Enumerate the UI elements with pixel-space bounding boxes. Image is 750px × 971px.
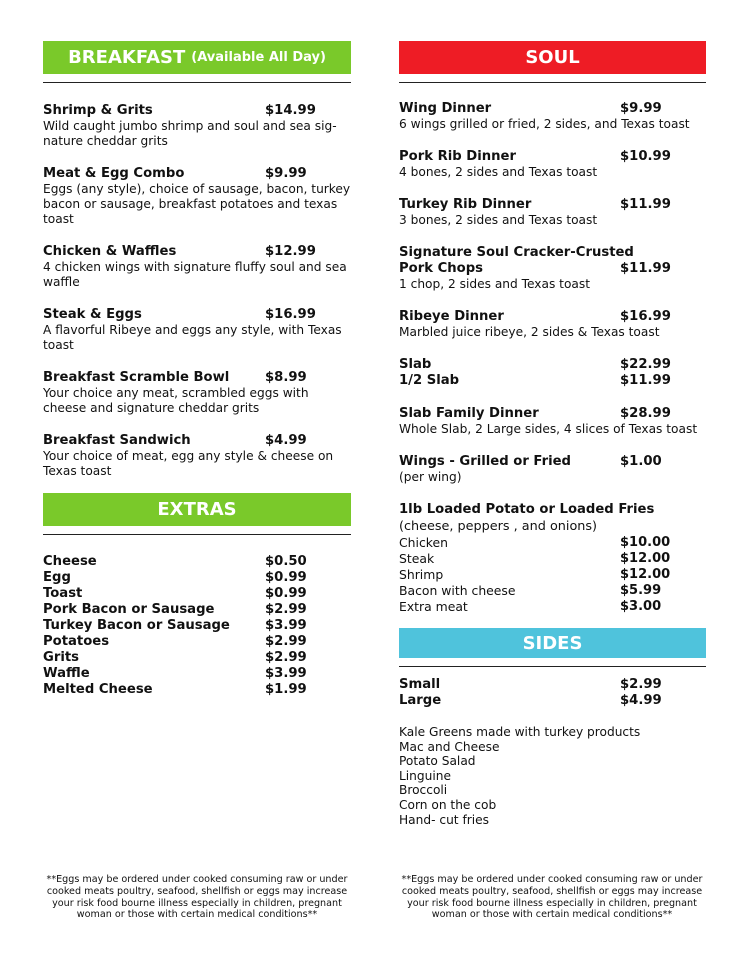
item-desc: Marbled juice ribeye, 2 sides & Texas toast — [399, 325, 660, 339]
item-price: $14.99 — [265, 103, 316, 118]
side-size-row — [399, 693, 706, 709]
item-price: $12.99 — [265, 244, 316, 259]
item-price-half: $11.99 — [620, 373, 671, 388]
extra-price: $2.99 — [265, 602, 307, 617]
extra-row — [43, 570, 351, 586]
extra-name: Toast — [43, 586, 83, 601]
item-name: Turkey Rib Dinner — [399, 197, 532, 212]
menu-item — [399, 101, 706, 132]
extra-name: Cheese — [43, 554, 97, 569]
item-name: Shrimp & Grits — [43, 103, 153, 118]
footnote-line: **Eggs may be ordered under cooked consuming raw or under — [401, 874, 703, 885]
extra-row — [43, 650, 351, 666]
menu-item — [399, 454, 706, 485]
breakfast-list — [43, 103, 351, 479]
footnote-line: your risk food bourne illness especially in children, pregnant — [407, 897, 697, 909]
menu-item — [399, 245, 706, 292]
item-name: Slab — [399, 357, 432, 372]
item-name: Steak & Eggs — [43, 307, 142, 322]
size-price: $4.99 — [620, 693, 662, 708]
footnote-line: **Eggs may be ordered under cooked consuming raw or under — [46, 874, 348, 885]
item-price: $9.99 — [265, 166, 307, 181]
side-item: Broccoli — [399, 783, 448, 798]
loaded-option — [399, 535, 706, 551]
extra-name: Grits — [43, 650, 80, 665]
soul-banner — [399, 41, 706, 74]
option-name: Extra meat — [399, 599, 468, 614]
extra-price: $2.99 — [265, 634, 307, 649]
breakfast-banner — [43, 41, 351, 74]
sides-list — [399, 725, 706, 827]
item-price: $16.99 — [620, 309, 671, 324]
extra-price: $3.99 — [265, 618, 307, 633]
menu-item — [43, 370, 351, 416]
item-name: Wings - Grilled or Fried — [399, 454, 571, 469]
loaded-note: (cheese, peppers , and onions) — [399, 519, 598, 534]
item-desc: 4 bones, 2 sides and Texas toast — [399, 165, 598, 179]
breakfast-subtitle: (Available All Day) — [191, 50, 326, 65]
option-name: Shrimp — [399, 567, 444, 582]
extras-rule — [43, 534, 351, 535]
extra-row — [43, 554, 351, 570]
extra-name: Waffle — [43, 666, 90, 681]
menu-item — [399, 357, 706, 389]
sides-rule — [399, 666, 706, 667]
extra-name: Potatoes — [43, 634, 110, 649]
item-name-half: 1/2 Slab — [399, 373, 460, 388]
item-desc: Your choice of meat, egg any style & cheese on Texas toast — [43, 449, 334, 478]
extra-price: $0.99 — [265, 586, 307, 601]
extra-price: $1.99 — [265, 682, 307, 697]
item-name: Signature Soul Cracker-Crusted — [399, 245, 634, 260]
soul-title: SOUL — [525, 47, 580, 68]
item-name: Chicken & Waffles — [43, 244, 177, 259]
item-price: $11.99 — [620, 197, 671, 212]
extras-title: EXTRAS — [157, 499, 237, 520]
extra-row — [43, 666, 351, 682]
breakfast-title: BREAKFAST — [68, 47, 186, 68]
extra-price: $3.99 — [265, 666, 307, 681]
option-price: $3.00 — [620, 599, 662, 614]
item-desc: (per wing) — [399, 470, 462, 484]
extras-list — [43, 554, 351, 698]
extra-row — [43, 682, 351, 698]
item-desc: 4 chicken wings with signature fluffy soul and sea waffle — [43, 260, 347, 289]
extra-row — [43, 586, 351, 602]
loaded-item — [399, 502, 706, 615]
breakfast-rule — [43, 82, 351, 83]
item-price: $9.99 — [620, 101, 662, 116]
extra-name: Egg — [43, 570, 71, 585]
footnote-left — [43, 874, 351, 921]
menu-item — [43, 103, 351, 149]
soul-list — [399, 101, 706, 615]
loaded-name: 1lb Loaded Potato or Loaded Fries — [399, 502, 655, 517]
side-item: Corn on the cob — [399, 797, 497, 812]
item-desc: Eggs (any style), choice of sausage, bacon, turkey bacon or sausage, breakfast potatoes and texas toast — [43, 182, 351, 226]
side-item: Mac and Cheese — [399, 739, 500, 754]
option-name: Steak — [399, 551, 435, 566]
extra-name: Melted Cheese — [43, 682, 153, 697]
menu-item — [43, 433, 351, 479]
menu-item — [399, 197, 706, 228]
size-name: Small — [399, 677, 441, 692]
option-price: $5.99 — [620, 583, 662, 598]
soul-rule — [399, 82, 706, 83]
size-name: Large — [399, 693, 442, 708]
menu-item — [43, 244, 351, 290]
loaded-option — [399, 567, 706, 583]
menu-item — [399, 406, 706, 437]
footnote-line: cooked meats poultry, seafood, shellfish or eggs may increase — [46, 885, 348, 897]
extra-row — [43, 602, 351, 618]
side-item: Potato Salad — [399, 754, 476, 769]
item-price: $28.99 — [620, 406, 671, 421]
size-price: $2.99 — [620, 677, 662, 692]
menu-item — [399, 149, 706, 180]
footnote-line: cooked meats poultry, seafood, shellfish or eggs may increase — [401, 885, 703, 897]
extra-name: Pork Bacon or Sausage — [43, 602, 215, 617]
item-price: $1.00 — [620, 454, 662, 469]
item-desc: 3 bones, 2 sides and Texas toast — [399, 213, 598, 227]
extra-price: $0.99 — [265, 570, 307, 585]
extras-banner — [43, 493, 351, 526]
menu-item — [399, 309, 706, 340]
item-price: $10.99 — [620, 149, 671, 164]
sides-banner — [399, 628, 706, 658]
footnote-line: woman or those with certain medical conditions** — [76, 909, 318, 921]
item-name-line2: Pork Chops — [399, 261, 484, 276]
option-name: Chicken — [399, 535, 448, 550]
footnote-line: woman or those with certain medical conditions** — [431, 909, 673, 921]
loaded-option — [399, 583, 706, 599]
menu-item — [43, 166, 351, 227]
side-item: Linguine — [399, 768, 451, 783]
footnote-line: your risk food bourne illness especially in children, pregnant — [52, 897, 342, 909]
item-desc: 6 wings grilled or fried, 2 sides, and Texas toast — [399, 117, 690, 131]
extra-price: $2.99 — [265, 650, 307, 665]
item-name: Ribeye Dinner — [399, 309, 504, 324]
item-name: Slab Family Dinner — [399, 406, 539, 421]
item-name: Breakfast Scramble Bowl — [43, 370, 230, 385]
item-price: $22.99 — [620, 357, 671, 372]
left-column — [43, 41, 351, 698]
footnote-right — [395, 874, 709, 921]
item-desc: Whole Slab, 2 Large sides, 4 slices of Texas toast — [399, 422, 698, 436]
item-desc: 1 chop, 2 sides and Texas toast — [399, 277, 591, 291]
item-name: Wing Dinner — [399, 101, 492, 116]
loaded-option — [399, 599, 706, 615]
item-desc: Wild caught jumbo shrimp and soul and sea sig-nature cheddar grits — [43, 119, 337, 148]
item-price: $8.99 — [265, 370, 307, 385]
item-desc: A flavorful Ribeye and eggs any style, with Texas toast — [43, 323, 342, 352]
sides-sizes — [399, 677, 706, 709]
item-name: Meat & Egg Combo — [43, 166, 185, 181]
menu-item — [43, 307, 351, 353]
option-name: Bacon with cheese — [399, 583, 516, 598]
extra-row — [43, 634, 351, 650]
right-column — [399, 41, 706, 827]
side-size-row — [399, 677, 706, 693]
loaded-option — [399, 551, 706, 567]
item-name: Pork Rib Dinner — [399, 149, 516, 164]
item-price: $4.99 — [265, 433, 307, 448]
side-item: Kale Greens made with turkey products — [399, 725, 641, 739]
side-item: Hand- cut fries — [399, 812, 489, 827]
item-price: $11.99 — [620, 261, 671, 276]
item-name: Breakfast Sandwich — [43, 433, 191, 448]
extra-row — [43, 618, 351, 634]
sides-title: SIDES — [522, 632, 583, 654]
extra-name: Turkey Bacon or Sausage — [43, 618, 230, 633]
item-desc: Your choice any meat, scrambled eggs with cheese and signature cheddar grits — [43, 386, 309, 415]
option-price: $10.00 — [620, 535, 671, 550]
extra-price: $0.50 — [265, 554, 307, 569]
item-price: $16.99 — [265, 307, 316, 322]
option-price: $12.00 — [620, 551, 671, 566]
option-price: $12.00 — [620, 567, 671, 582]
